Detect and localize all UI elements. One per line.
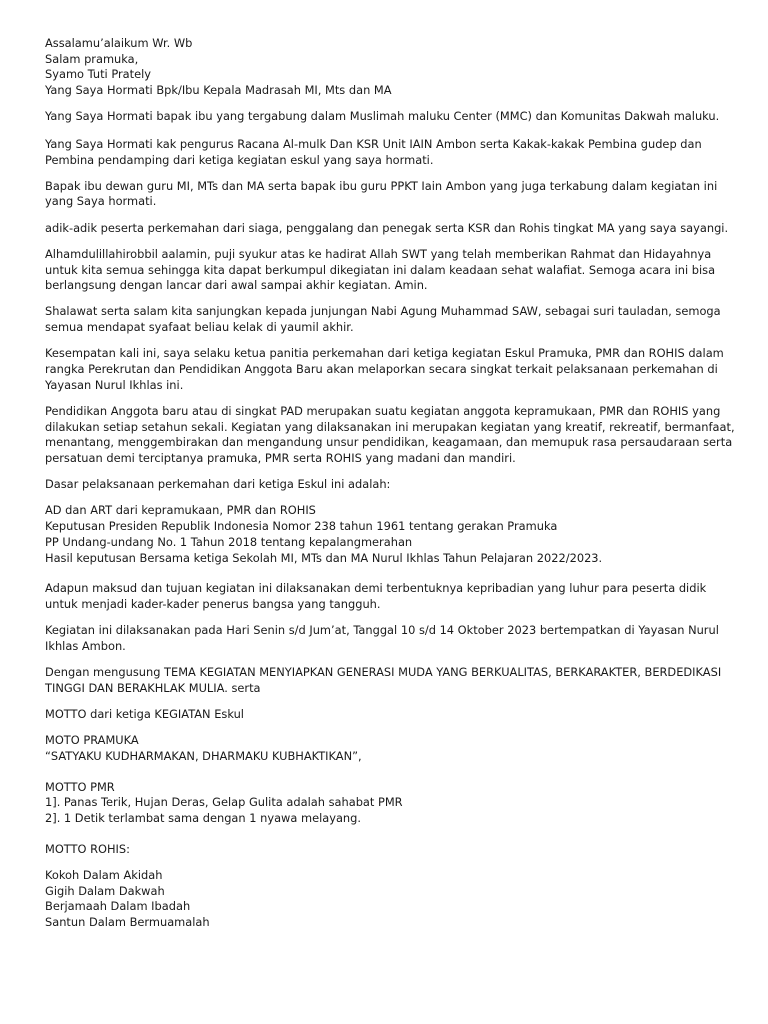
paragraph-line: adik-adik peserta perkemahan dari siaga, penggalang dan penegak serta KSR dan Rohis tingkat MA yang saya sayangi. xyxy=(45,220,729,235)
dasar-item: Hasil keputusan Bersama ketiga Sekolah MI, MTs dan MA Nurul Ikhlas Tahun Pelajaran 2022/2023. xyxy=(45,550,603,565)
paragraph-line: rangka Perekrutan dan Pendidikan Anggota Baru akan melaporkan secara singkat terkait pelaksanaan perkemahan di xyxy=(45,362,718,377)
paragraph-line: Dasar pelaksanaan perkemahan dari ketiga Eskul ini adalah: xyxy=(45,477,391,492)
motto-pmr-item: 2]. 1 Detik terlambat sama dengan 1 nyawa melayang. xyxy=(45,811,362,826)
paragraph-line: persatuan demi terciptanya pramuka, PMR serta ROHIS yang madani dan mandiri. xyxy=(45,451,516,466)
motto-pmr-title: MOTTO PMR xyxy=(45,779,115,794)
dasar-list xyxy=(45,503,735,566)
paragraph-line: Kegiatan ini dilaksanakan pada Hari Senin s/d Jum’at, Tanggal 10 s/d 14 Oktober 2023 bertempatkan di Yayasan Nurul xyxy=(45,623,719,638)
paragraph xyxy=(45,346,735,393)
paragraph xyxy=(45,477,735,493)
paragraph-line: yang Saya hormati. xyxy=(45,194,157,209)
motto-pmr-item: 1]. Panas Terik, Hujan Deras, Gelap Gulita adalah sahabat PMR xyxy=(45,795,403,810)
paragraph-line: untuk kita semua sehingga kita dapat berkumpul dikegiatan ini dalam keadaan sehat walafiat. Semoga acara ini bisa xyxy=(45,262,716,277)
paragraph xyxy=(45,707,735,723)
paragraph xyxy=(45,109,735,125)
paragraph-line: Bapak ibu dewan guru MI, MTs dan MA serta bapak ibu guru PPKT Iain Ambon yang juga terkabung dalam kegiatan ini xyxy=(45,178,718,193)
paragraph-line: Yayasan Nurul Ikhlas ini. xyxy=(45,377,184,392)
dasar-item: AD dan ART dari kepramukaan, PMR dan ROHIS xyxy=(45,503,316,518)
greeting-line: Syamo Tuti Prately xyxy=(45,67,152,82)
motto-rohis-heading: MOTTO ROHIS: xyxy=(45,841,130,856)
paragraph xyxy=(45,665,735,696)
paragraph-line: TINGGI DAN BERAKHLAK MULIA. serta xyxy=(45,680,261,695)
greeting-line: Yang Saya Hormati Bpk/Ibu Kepala Madrasah MI, Mts dan MA xyxy=(45,83,392,98)
paragraph xyxy=(45,623,735,654)
paragraph-line: Kesempatan kali ini, saya selaku ketua panitia perkemahan dari ketiga kegiatan Eskul Pramuka, PMR dan ROHIS dalam xyxy=(45,346,724,361)
greeting-line: Salam pramuka, xyxy=(45,51,139,66)
paragraph-line: Adapun maksud dan tujuan kegiatan ini dilaksanakan demi terbentuknya kepribadian yang luhur para peserta didik xyxy=(45,581,707,596)
motto-pmr xyxy=(45,780,735,827)
paragraph-line: MOTTO dari ketiga KEGIATAN Eskul xyxy=(45,707,244,721)
paragraph xyxy=(45,581,735,612)
motto-rohis-item: Santun Dalam Bermuamalah xyxy=(45,915,210,930)
motto-rohis-item: Gigih Dalam Dakwah xyxy=(45,883,165,898)
motto-rohis-item: Berjamaah Dalam Ibadah xyxy=(45,899,191,914)
paragraph-line: untuk menjadi kader-kader penerus bangsa yang tangguh. xyxy=(45,596,381,611)
paragraph-line: Shalawat serta salam kita sanjungkan kepada junjungan Nabi Agung Muhammad SAW, sebagai suri tauladan, semoga xyxy=(45,304,721,319)
paragraph xyxy=(45,247,735,294)
dasar-item: PP Undang-undang No. 1 Tahun 2018 tentang kepalangmerahan xyxy=(45,534,413,549)
greeting-line: Assalamu’alaikum Wr. Wb xyxy=(45,36,193,50)
paragraph-line: menantang, menggembirakan dan mengandung unsur pendidikan, keagamaan, dan memupuk rasa persaudaraan serta xyxy=(45,435,733,450)
paragraph-line: Ikhlas Ambon. xyxy=(45,638,126,653)
paragraph xyxy=(45,221,735,237)
motto-rohis-item: Kokoh Dalam Akidah xyxy=(45,867,163,882)
paragraph xyxy=(45,136,735,169)
letter-body xyxy=(45,36,735,931)
motto-rohis xyxy=(45,868,735,931)
paragraph xyxy=(45,304,735,335)
paragraph-line: Alhamdulillahirobbil aalamin, puji syukur atas ke hadirat Allah SWT yang telah memberikan Rahmat dan Hidayahnya xyxy=(45,246,712,261)
paragraph-line: Pendidikan Anggota baru atau di singkat PAD merupakan suatu kegiatan anggota kepramukaan, PMR dan ROHIS yang xyxy=(45,403,721,418)
paragraph xyxy=(45,179,735,210)
moto-pramuka-title: MOTO PRAMUKA xyxy=(45,733,139,748)
paragraph-line: dilakukan setiap setahun sekali. Kegiatan yang dilaksanakan ini merupakan kegiatan yang kreatif, rekreatif, bermanfaat, xyxy=(45,419,735,434)
paragraph-line: semua mendapat syafaat beliau kelak di yaumil akhir. xyxy=(45,320,354,335)
paragraph-line: Dengan mengusung TEMA KEGIATAN MENYIAPKAN GENERASI MUDA YANG BERKUALITAS, BERKARAKTER, BERDEDIKASI xyxy=(45,665,722,680)
paragraph-line: berlangsung dengan lancar dari awal sampai akhir kegiatan. Amin. xyxy=(45,278,428,293)
paragraph-line: Yang Saya Hormati bapak ibu yang tergabung dalam Muslimah maluku Center (MMC) dan Komunitas Dakwah maluku. xyxy=(45,109,720,124)
paragraph-line: Yang Saya Hormati kak pengurus Racana Al-mulk Dan KSR Unit IAIN Ambon serta Kakak-kakak Pembina gudep dan xyxy=(45,136,702,151)
greeting-block xyxy=(45,36,735,99)
paragraph xyxy=(45,404,735,467)
motto-rohis-title xyxy=(45,842,735,858)
dasar-item: Keputusan Presiden Republik Indonesia Nomor 238 tahun 1961 tentang gerakan Pramuka xyxy=(45,519,558,534)
moto-pramuka-text: “SATYAKU KUDHARMAKAN, DHARMAKU KUBHAKTIKAN”, xyxy=(45,748,362,763)
paragraph-line: Pembina pendamping dari ketiga kegiatan eskul yang saya hormati. xyxy=(45,152,434,167)
moto-pramuka xyxy=(45,733,735,764)
